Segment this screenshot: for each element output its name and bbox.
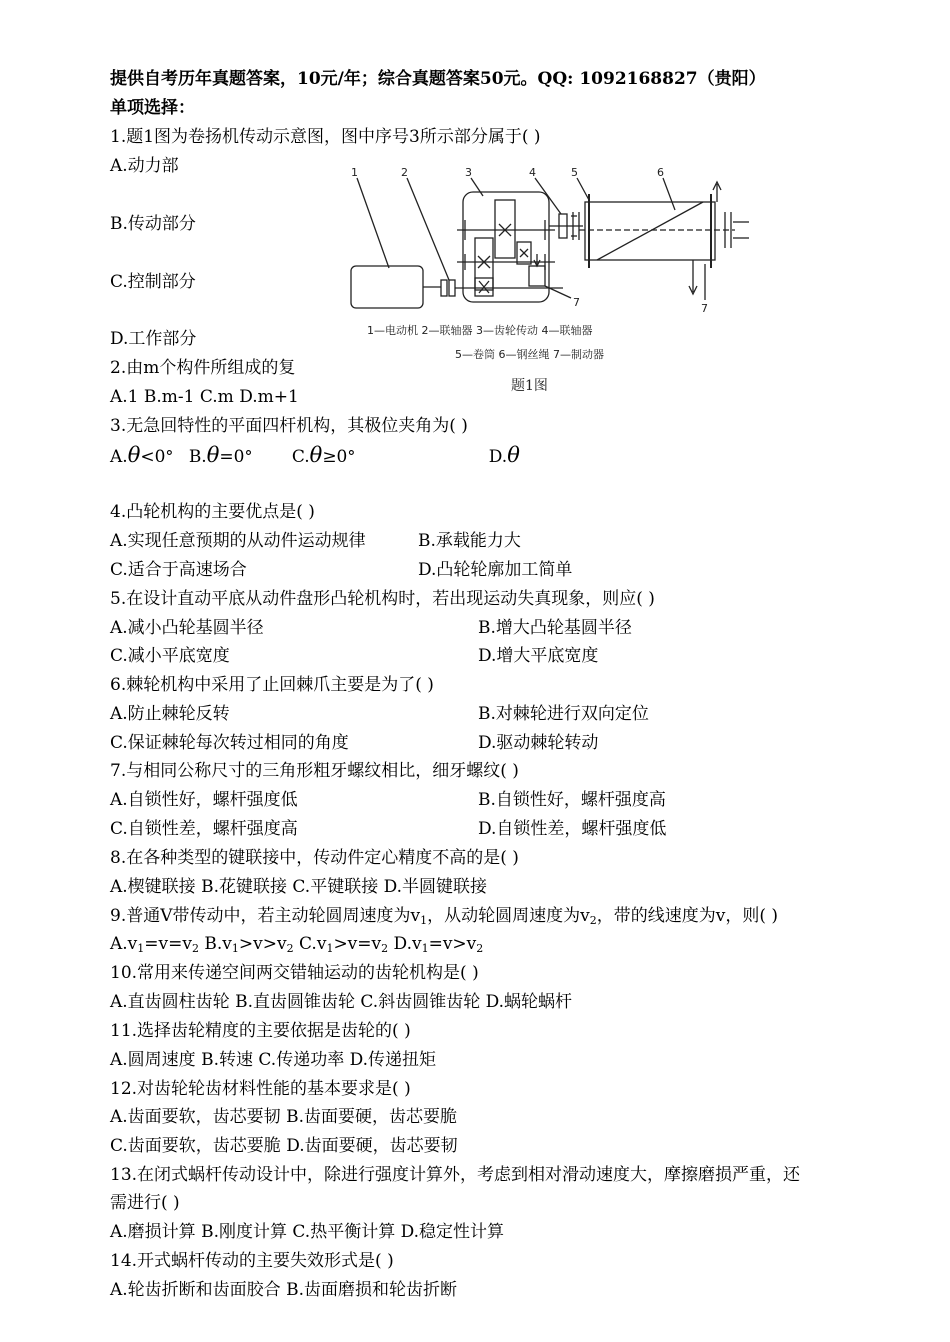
q1-option-c: C.控制部分 bbox=[110, 272, 196, 292]
q4-option-d: D.凸轮轮廓加工简单 bbox=[418, 560, 573, 580]
q12-options-ab: A.齿面要软，齿芯要韧 B.齿面要硬，齿芯要脆 bbox=[110, 1107, 457, 1127]
q11-stem: 11.选择齿轮精度的主要依据是齿轮的( ) bbox=[110, 1021, 411, 1041]
fig-num-6: 6 bbox=[657, 166, 664, 179]
q13-stem-line2: 需进行( ) bbox=[110, 1193, 180, 1213]
q10-options: A.直齿圆柱齿轮 B.直齿圆锥齿轮 C.斜齿圆锥齿轮 D.蜗轮蜗杆 bbox=[110, 992, 573, 1012]
q9-stem: 9.普通V带传动中，若主动轮圆周速度为$v_1$，从动轮圆周速度为$v_2$，带的线速度为v，则( ) bbox=[110, 906, 778, 927]
q6-stem: 6.棘轮机构中采用了止回棘爪主要是为了( ) bbox=[110, 675, 434, 695]
fig-legend-row1: 1—电动机 2—联轴器 3—齿轮传动 4—联轴器 bbox=[367, 324, 593, 337]
q14-options: A.轮齿折断和齿面胶合 B.齿面磨损和轮齿折断 bbox=[110, 1280, 457, 1300]
q3-option-c: C.θ≥0° bbox=[291, 443, 356, 467]
q12-options-cd: C.齿面要软，齿芯要脆 D.齿面要硬，齿芯要韧 bbox=[110, 1136, 458, 1156]
fig-caption: 题1图 bbox=[511, 378, 548, 394]
q7-option-c: C.自锁性差，螺杆强度高 bbox=[110, 819, 298, 839]
brake-shape bbox=[529, 266, 545, 286]
q5-option-a: A.减小凸轮基圆半径 bbox=[110, 618, 264, 638]
fig-legend-row2: 5—卷筒 6—钢丝绳 7—制动器 bbox=[455, 348, 604, 361]
coupling-2-shape bbox=[441, 280, 447, 296]
q1-option-d: D.工作部分 bbox=[110, 329, 197, 349]
q2-stem: 2.由m个构件所组成的复 bbox=[110, 358, 296, 378]
q7-option-a: A.自锁性好，螺杆强度低 bbox=[110, 790, 298, 810]
section-title: 单项选择： bbox=[110, 98, 195, 118]
q14-stem: 14.开式蜗杆传动的主要失效形式是( ) bbox=[110, 1251, 394, 1271]
q6-option-d: D.驱动棘轮转动 bbox=[478, 733, 599, 753]
q9-options: $A.v_1=v=v_2$ $B.v_1>v>v_2$ $C.v_1>v=v_2$ $D.v_1=v>v_2$ bbox=[110, 934, 484, 955]
motor-shape bbox=[351, 266, 423, 308]
fig-num-5: 5 bbox=[571, 166, 578, 179]
q8-stem: 8.在各种类型的键联接中，传动件定心精度不高的是( ) bbox=[110, 848, 519, 868]
q3-option-b: B.θ=0° bbox=[188, 443, 253, 467]
q5-stem: 5.在设计直动平底从动件盘形凸轮机构时，若出现运动失真现象，则应( ) bbox=[110, 589, 655, 609]
q6-option-c: C.保证棘轮每次转过相同的角度 bbox=[110, 733, 349, 753]
fig-num-7a: 7 bbox=[573, 296, 580, 309]
q13-options: A.磨损计算 B.刚度计算 C.热平衡计算 D.稳定性计算 bbox=[110, 1222, 505, 1242]
q7-stem: 7.与相同公称尺寸的三角形粗牙螺纹相比，细牙螺纹( ) bbox=[110, 761, 519, 781]
coupling-2b-shape bbox=[449, 280, 455, 296]
fig-num-2: 2 bbox=[401, 166, 408, 179]
header-notice: 提供自考历年真题答案，10元/年；综合真题答案50元。QQ: 1092168827（贵阳） bbox=[110, 69, 766, 89]
q1-option-a: A.动力部 bbox=[110, 156, 179, 176]
hoist-diagram-figure bbox=[345, 164, 765, 398]
q3-option-a: A.θ<0° bbox=[110, 443, 174, 467]
fig-num-1: 1 bbox=[351, 166, 358, 179]
q4-option-b: B.承载能力大 bbox=[418, 531, 521, 551]
q1-stem: 1.题1图为卷扬机传动示意图，图中序号3所示部分属于( ) bbox=[110, 127, 541, 147]
hoist-diagram bbox=[345, 164, 765, 398]
fig-num-4: 4 bbox=[529, 166, 536, 179]
q10-stem: 10.常用来传递空间两交错轴运动的齿轮机构是( ) bbox=[110, 963, 479, 983]
q3-stem: 3.无急回特性的平面四杆机构，其极位夹角为( ) bbox=[110, 416, 468, 436]
q5-option-d: D.增大平底宽度 bbox=[478, 646, 599, 666]
q2-options: A.1 B.m-1 C.m D.m+1 bbox=[110, 387, 299, 407]
q5-option-c: C.减小平底宽度 bbox=[110, 646, 230, 666]
q12-stem: 12.对齿轮轮齿材料性能的基本要求是( ) bbox=[110, 1079, 411, 1099]
q13-stem-line1: 13.在闭式蜗杆传动设计中，除进行强度计算外，考虑到相对滑动速度大，摩擦磨损严重，还 bbox=[110, 1165, 801, 1185]
q4-stem: 4.凸轮机构的主要优点是( ) bbox=[110, 502, 315, 522]
gear-large-1 bbox=[495, 200, 515, 258]
q8-options: A.楔键联接 B.花键联接 C.平键联接 D.半圆键联接 bbox=[110, 877, 488, 897]
q6-option-a: A.防止棘轮反转 bbox=[110, 704, 230, 724]
q4-option-a: A.实现任意预期的从动件运动规律 bbox=[110, 531, 366, 551]
q11-options: A.圆周速度 B.转速 C.传递功率 D.传递扭矩 bbox=[110, 1050, 437, 1070]
q3-options bbox=[110, 444, 910, 468]
q3-option-d: D.θ bbox=[488, 443, 520, 467]
gear-large-2 bbox=[475, 238, 493, 290]
fig-num-7b: 7 bbox=[701, 302, 708, 315]
q4-option-c: C.适合于高速场合 bbox=[110, 560, 247, 580]
q7-option-b: B.自锁性好，螺杆强度高 bbox=[478, 790, 666, 810]
q1-option-b: B.传动部分 bbox=[110, 214, 196, 234]
fig-num-3: 3 bbox=[465, 166, 472, 179]
q6-option-b: B.对棘轮进行双向定位 bbox=[478, 704, 649, 724]
q7-option-d: D.自锁性差，螺杆强度低 bbox=[478, 819, 667, 839]
q5-option-b: B.增大凸轮基圆半径 bbox=[478, 618, 632, 638]
